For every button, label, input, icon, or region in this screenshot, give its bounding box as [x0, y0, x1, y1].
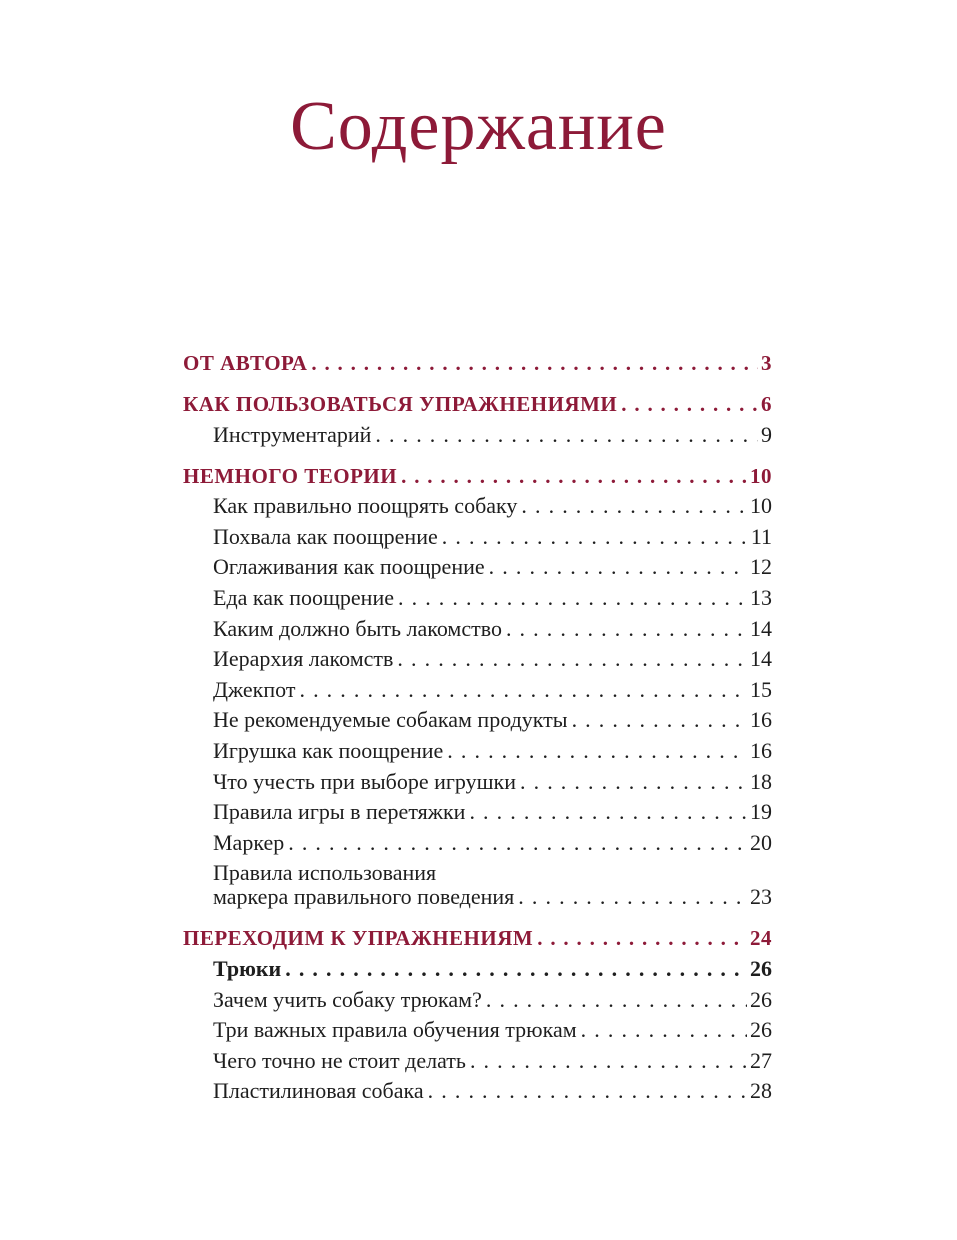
toc-entry-label: Иерархия лакомств [213, 646, 394, 672]
toc-entry-page: 26 [750, 955, 772, 981]
toc-entry-page: 9 [761, 421, 772, 447]
toc-entry-label: ПЕРЕХОДИМ К УПРАЖНЕНИЯМ [183, 926, 534, 951]
dot-leader [621, 393, 758, 415]
toc-entry-label: Как правильно поощрять собаку [213, 493, 518, 519]
toc-entry-page: 28 [750, 1078, 772, 1104]
dot-leader [397, 648, 747, 670]
toc-entry-label: ОТ АВТОРА [183, 351, 308, 375]
toc-entry-label: Еда как поощрение [213, 584, 394, 610]
page-title: Содержание [290, 88, 667, 165]
dot-leader [537, 927, 747, 949]
toc-entry-label: Игрушка как поощрение [213, 737, 444, 763]
toc-entry-label: Три важных правила обучения трюкам [213, 1017, 577, 1043]
toc-entry [183, 1019, 772, 1041]
toc-entry [183, 986, 772, 1012]
toc-entry-label: НЕМНОГО ТЕОРИИ [183, 463, 398, 488]
toc-entry-page: 10 [750, 463, 772, 488]
toc-entry-label: КАК ПОЛЬЗОВАТЬСЯ УПРАЖНЕНИЯМИ [183, 392, 618, 416]
toc-entry-page: 14 [750, 646, 772, 672]
toc-entry-label: Инструментарий [213, 421, 372, 447]
dot-leader [401, 465, 747, 487]
toc-entry [183, 737, 772, 763]
dot-leader [470, 1050, 747, 1072]
toc-entry [183, 523, 772, 549]
dot-leader [486, 989, 747, 1011]
toc-entry [183, 829, 772, 855]
toc-entry [183, 393, 772, 415]
toc-entry-label: Зачем учить собаку трюкам? [213, 986, 482, 1012]
toc-entry [183, 615, 772, 641]
dot-leader [442, 526, 748, 548]
toc-entry-label: Что учесть при выборе игрушки [213, 768, 516, 794]
toc-entry [183, 1080, 772, 1102]
dot-leader [572, 709, 747, 731]
toc-entry-label: Каким должно быть лакомство [213, 615, 502, 641]
toc-entry [183, 465, 772, 487]
toc-entry [183, 495, 772, 517]
dot-leader [311, 352, 758, 374]
toc-entry [183, 768, 772, 794]
toc-entry [183, 676, 772, 702]
toc-entry [183, 421, 772, 447]
toc-entry-label: Трюки [213, 955, 282, 981]
toc-entry-label: Похвала как поощрение [213, 523, 438, 549]
dot-leader [398, 587, 747, 609]
toc-entry-page: 15 [750, 676, 772, 702]
toc-entry-label: Не рекомендуемые собакам продукты [213, 707, 568, 733]
dot-leader [489, 556, 747, 578]
dot-leader [447, 740, 747, 762]
toc-entry-page: 27 [750, 1047, 772, 1073]
toc-entry-page: 13 [750, 584, 772, 610]
dot-leader [520, 771, 747, 793]
toc-entry-page: 16 [750, 737, 772, 763]
toc-entry [183, 927, 772, 949]
dot-leader [375, 424, 758, 446]
dot-leader [506, 618, 747, 640]
toc-entry-label: Оглаживания как поощрение [213, 554, 485, 580]
toc-entry-label: Маркер [213, 829, 285, 855]
toc-entry-page: 18 [750, 768, 772, 794]
toc-entry-page: 11 [750, 523, 772, 549]
dot-leader [521, 495, 747, 517]
toc-entry [183, 352, 772, 374]
toc-entry [183, 955, 772, 981]
toc-entry-label: Правила игры в перетяжки [213, 799, 466, 825]
toc-entry-page: 26 [750, 986, 772, 1012]
toc-entry-label: Правила использования [213, 860, 437, 886]
toc-entry-page: 3 [761, 351, 772, 375]
toc-entry-page: 16 [750, 707, 772, 733]
toc-entry-label: маркера правильного поведения [213, 884, 515, 910]
toc-entry [183, 862, 772, 908]
toc-entry-page: 6 [761, 392, 772, 416]
toc-entry [183, 556, 772, 578]
dot-leader [285, 958, 747, 980]
toc-entry-page: 14 [750, 615, 772, 641]
toc-entry-page: 24 [750, 926, 772, 951]
dot-leader [518, 886, 747, 908]
toc-entry [183, 801, 772, 823]
dot-leader [288, 832, 747, 854]
toc-entry-page: 20 [750, 829, 772, 855]
toc-entry-page: 23 [750, 884, 772, 910]
toc-entry-label: Чего точно не стоит делать [213, 1047, 466, 1073]
dot-leader [469, 801, 747, 823]
toc-entry-page: 12 [750, 554, 772, 580]
dot-leader [581, 1019, 747, 1041]
toc-entry-label: Джекпот [213, 676, 296, 702]
toc-entry-page: 19 [750, 799, 772, 825]
table-of-contents [183, 352, 772, 1111]
toc-entry-label: Пластилиновая собака [213, 1078, 424, 1104]
toc-entry [183, 1047, 772, 1073]
dot-leader [428, 1080, 747, 1102]
toc-entry [183, 709, 772, 731]
toc-entry [183, 648, 772, 670]
toc-entry-page: 26 [750, 1017, 772, 1043]
toc-entry [183, 584, 772, 610]
toc-entry-page: 10 [750, 493, 772, 519]
dot-leader [299, 679, 747, 701]
